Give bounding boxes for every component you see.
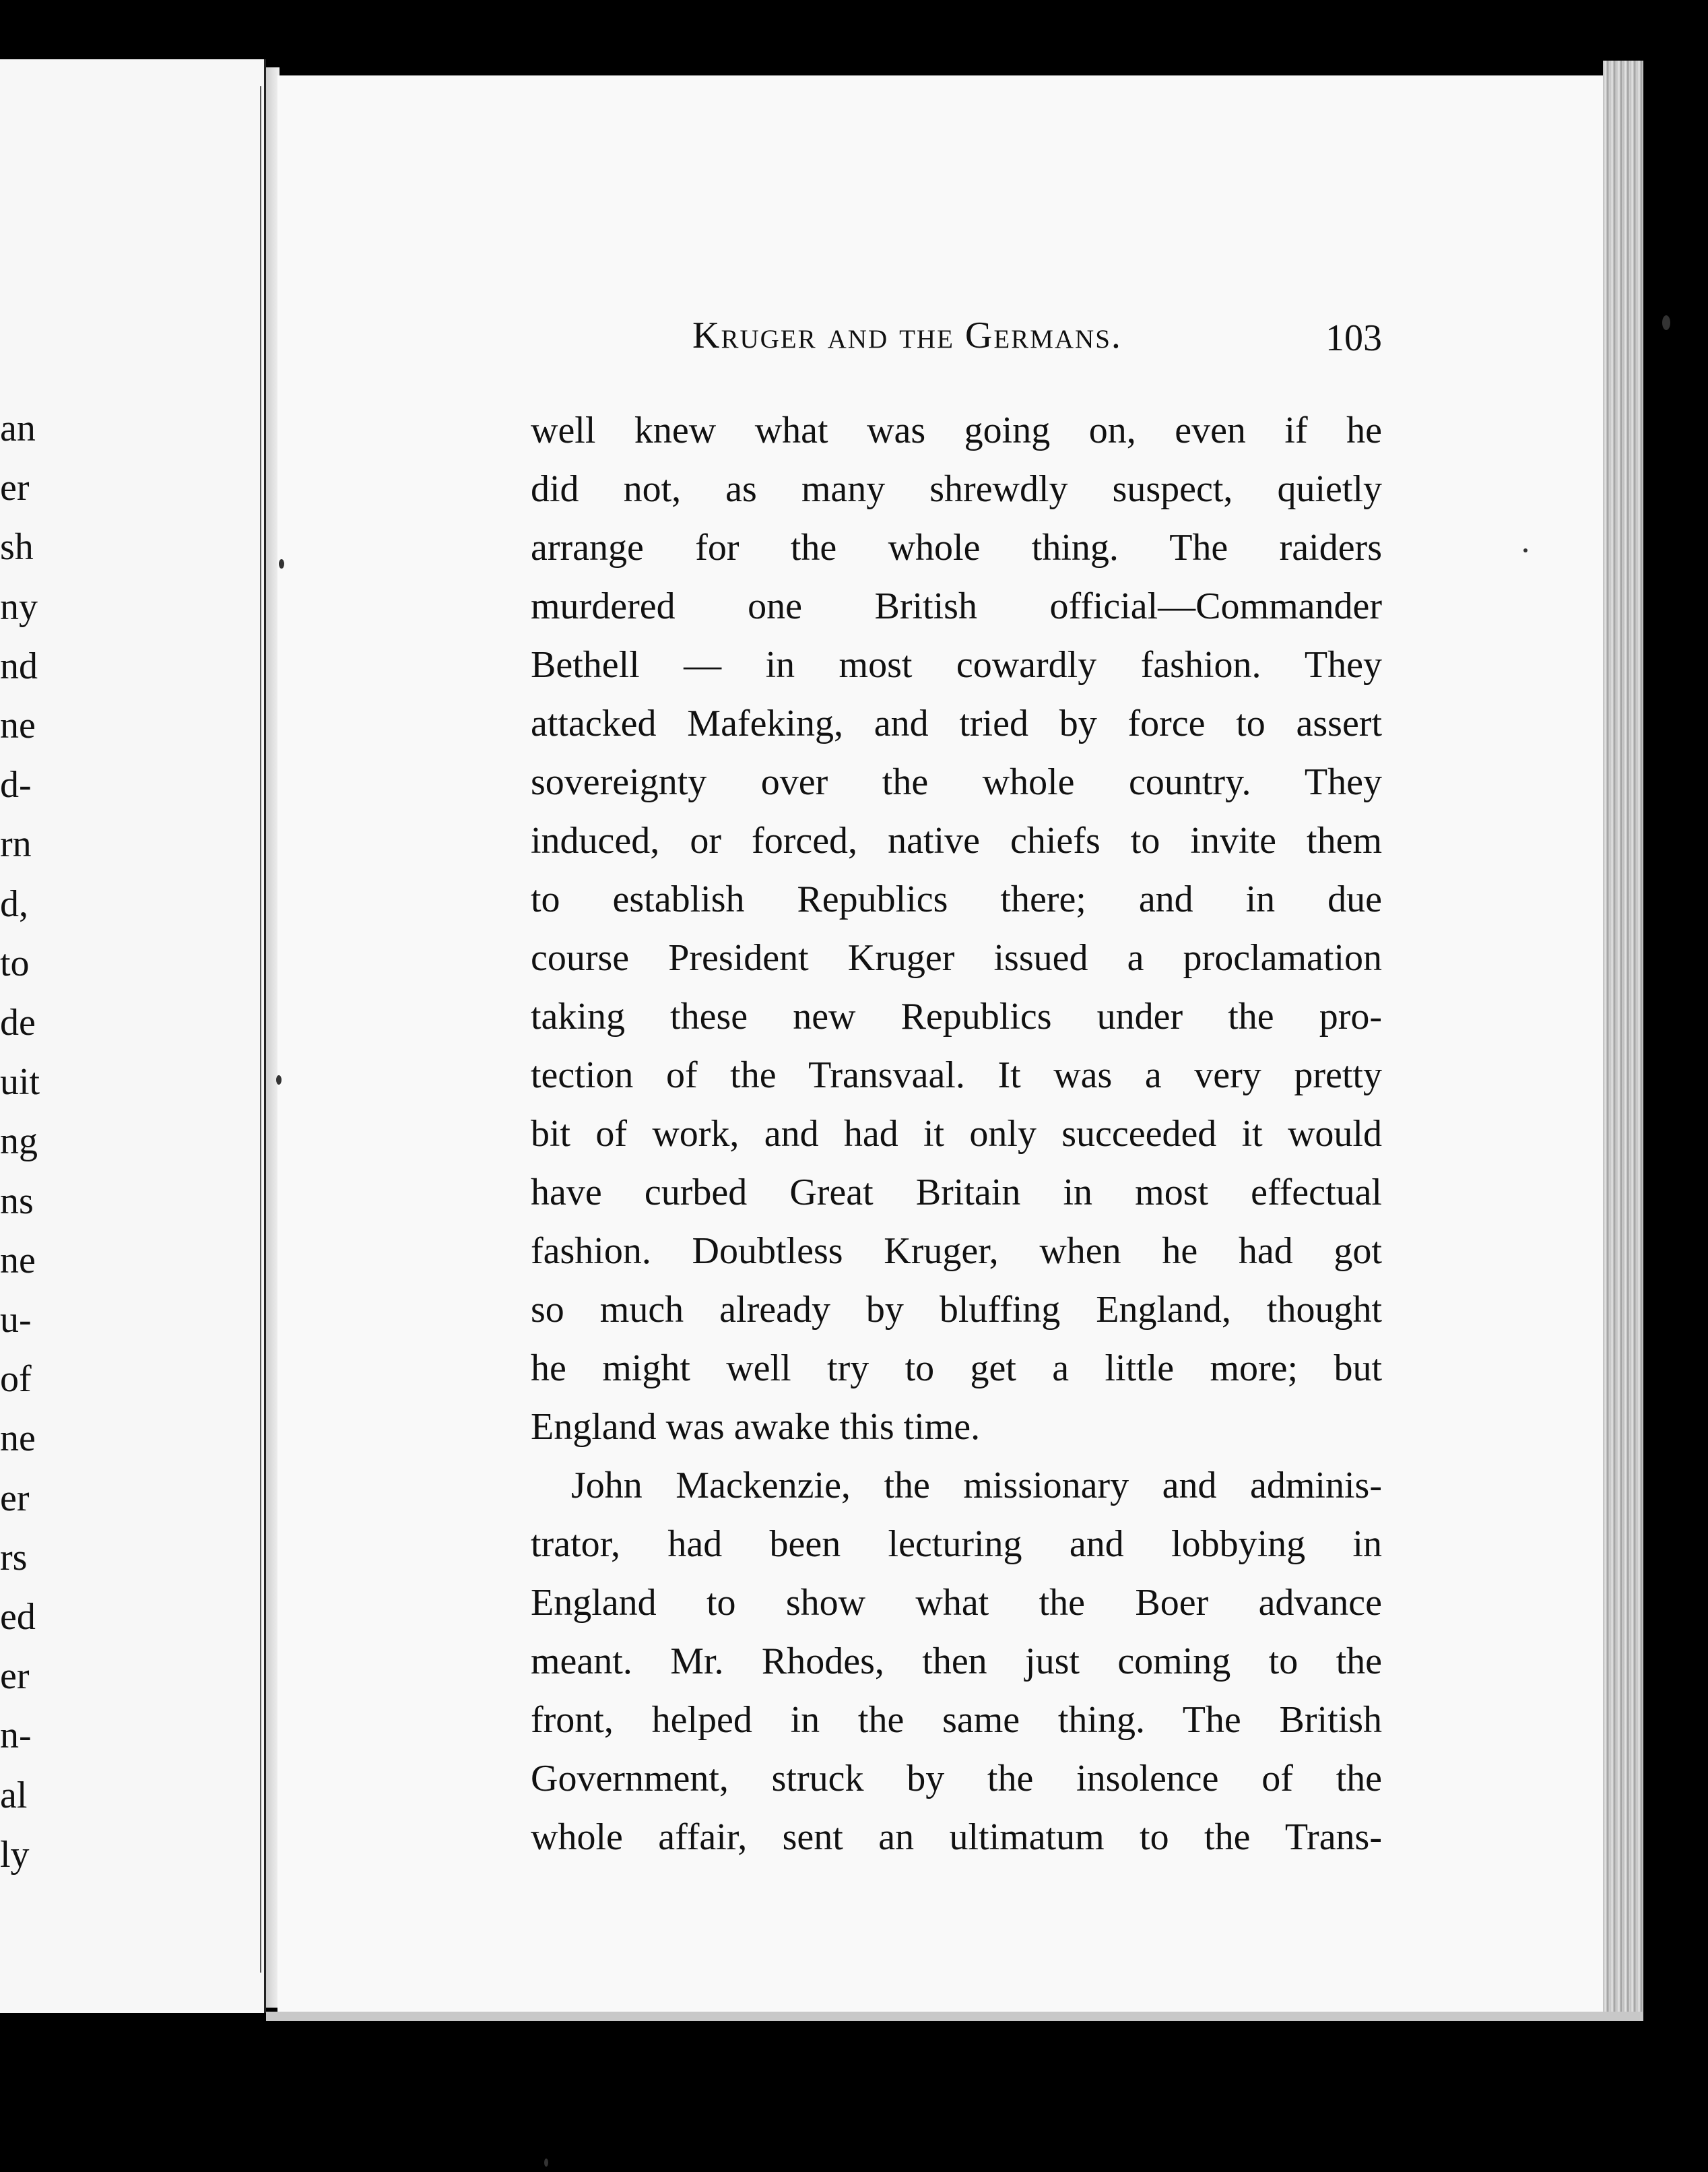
left-page-fragment: rn [0, 823, 32, 866]
text-line: front, helped in the same thing. The British [531, 1699, 1382, 1741]
left-page-fragment: uit [0, 1061, 40, 1104]
left-page-fragment: ne [0, 1417, 36, 1460]
left-page-fragment: d- [0, 764, 32, 806]
running-head-title: Kruger and the Germans. [692, 315, 1122, 356]
left-page [0, 59, 266, 2013]
text-line: he might well try to get a little more; but [531, 1347, 1382, 1389]
text-line: tection of the Transvaal. It was a very pretty [531, 1054, 1382, 1096]
text-line: whole affair, sent an ultimatum to the Trans- [531, 1816, 1382, 1858]
text-line: fashion. Doubtless Kruger, when he had got [531, 1230, 1382, 1272]
page-number: 103 [1325, 317, 1382, 359]
text-line: attacked Mafeking, and tried by force to assert [531, 703, 1382, 744]
text-line: so much already by bluffing England, thought [531, 1289, 1382, 1331]
text-line: England to show what the Boer advance [531, 1582, 1382, 1624]
text-line: bit of work, and had it only succeeded it would [531, 1113, 1382, 1155]
text-line: sovereignty over the whole country. They [531, 761, 1382, 803]
dust-speck [1523, 548, 1528, 552]
text-line: Bethell — in most cowardly fashion. They [531, 644, 1382, 686]
text-line: course President Kruger issued a proclamation [531, 937, 1382, 979]
page-edges [1603, 61, 1643, 2014]
left-page-fragment: ns [0, 1180, 34, 1222]
text-line: England was awake this time. [531, 1406, 981, 1448]
text-line: arrange for the whole thing. The raiders [531, 527, 1382, 569]
left-page-fragment: er [0, 1655, 30, 1698]
left-page-fragment: ed [0, 1596, 36, 1638]
text-line: taking these new Republics under the pro- [531, 996, 1382, 1037]
left-page-fragment: ne [0, 1239, 36, 1281]
left-page-fragment: de [0, 1002, 36, 1044]
text-line: Government, struck by the insolence of the [531, 1758, 1382, 1799]
running-head [692, 314, 1382, 361]
text-line: meant. Mr. Rhodes, then just coming to the [531, 1640, 1382, 1682]
left-page-fragment: ny [0, 585, 38, 628]
dust-speck [544, 2159, 548, 2167]
text-line: did not, as many shrewdly suspect, quietly [531, 468, 1382, 510]
text-line: trator, had been lecturing and lobbying in [531, 1523, 1382, 1565]
left-page-fragment: of [0, 1358, 32, 1401]
left-page-fragment: u- [0, 1299, 32, 1341]
left-page-fragment: an [0, 408, 36, 449]
left-page-fragment: sh [0, 526, 34, 569]
left-page-fragment: ly [0, 1833, 30, 1876]
text-line: induced, or forced, native chiefs to invite them [531, 820, 1382, 862]
text-line: John Mackenzie, the missionary and adminis- [571, 1465, 1382, 1506]
left-page-fragment: er [0, 467, 30, 509]
dust-speck [276, 1075, 282, 1085]
text-line: well knew what was going on, even if he [531, 410, 1382, 451]
text-line: murdered one British official—Commander [531, 585, 1382, 627]
text-line: to establish Republics there; and in due [531, 879, 1382, 920]
dust-speck [279, 559, 284, 569]
left-page-fragment: n- [0, 1715, 32, 1757]
body-text [531, 402, 1382, 1867]
left-page-fragment: rs [0, 1536, 28, 1578]
page-bottom-edge [266, 2012, 1643, 2021]
text-line: have curbed Great Britain in most effectual [531, 1172, 1382, 1213]
left-page-fragment: ne [0, 705, 36, 746]
left-page-fragment: nd [0, 645, 38, 687]
left-page-fragment: d, [0, 883, 28, 925]
left-page-fragment: er [0, 1477, 30, 1519]
left-page-edge [260, 86, 261, 1973]
left-page-fragment: al [0, 1774, 28, 1816]
left-page-fragment: to [0, 942, 30, 984]
dust-speck [1662, 315, 1670, 330]
left-page-fragment: ng [0, 1120, 38, 1163]
